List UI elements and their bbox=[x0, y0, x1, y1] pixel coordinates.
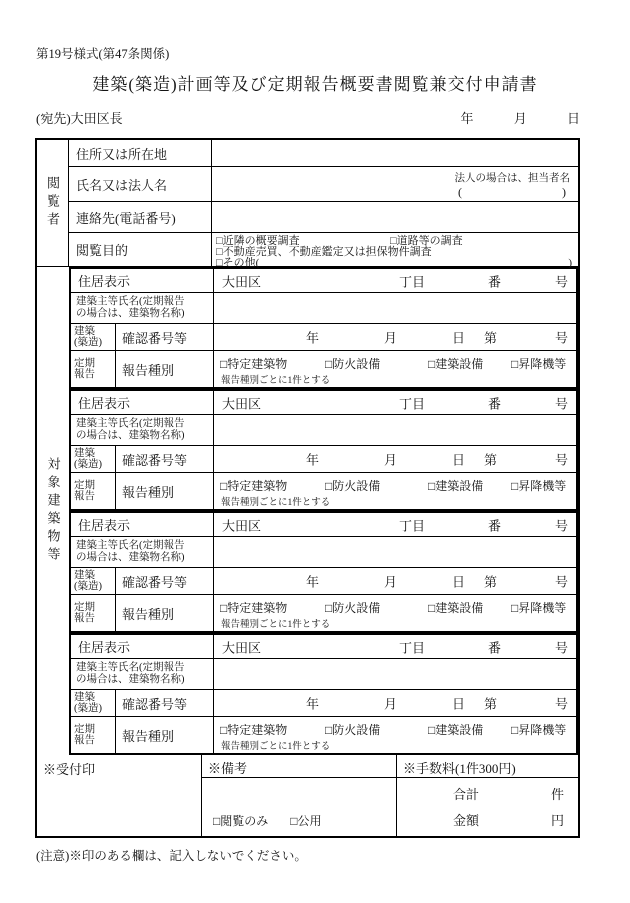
chome-label: 丁目 bbox=[399, 640, 426, 655]
report-option-elevator[interactable]: □昇降機等 bbox=[511, 723, 567, 737]
address-input-area[interactable] bbox=[212, 140, 578, 166]
owner-name-row bbox=[71, 537, 576, 568]
fee-total-label: 合計 bbox=[453, 786, 480, 802]
remarks-cell bbox=[202, 755, 397, 836]
fee-amount-line bbox=[453, 810, 564, 829]
owner-name-row bbox=[71, 293, 576, 324]
address-row bbox=[69, 140, 578, 167]
receipt-stamp-label: ※受付印 bbox=[43, 762, 96, 777]
year-label: 年 bbox=[306, 696, 320, 712]
checkbox-icon: □ bbox=[325, 723, 333, 737]
remarks-options-area bbox=[202, 778, 396, 836]
receipt-stamp-cell bbox=[37, 755, 202, 836]
name-input-area[interactable] bbox=[212, 167, 578, 201]
date-fields[interactable] bbox=[423, 108, 580, 127]
remarks-label: ※備考 bbox=[202, 755, 396, 778]
report-type-row bbox=[71, 351, 576, 387]
residence-label: 住居表示 bbox=[71, 513, 214, 536]
checkbox-icon: □ bbox=[325, 479, 333, 493]
checkbox-icon: □ bbox=[325, 357, 333, 371]
report-type-label: 報告種別 bbox=[116, 717, 214, 753]
checkbox-icon: □ bbox=[428, 723, 436, 737]
report-type-row bbox=[71, 595, 576, 631]
fee-amount-unit: 円 bbox=[550, 812, 564, 828]
checkbox-icon: □ bbox=[290, 814, 298, 828]
date-day-label: 日 bbox=[566, 111, 580, 126]
ban-label: 番 bbox=[488, 274, 502, 289]
owner-name-label: 建築主等氏名(定期報告 の場合は、建築物名称) bbox=[71, 415, 214, 445]
checkbox-icon: □ bbox=[428, 357, 436, 371]
footer-section bbox=[37, 755, 578, 836]
addressee-row bbox=[36, 108, 580, 127]
owner-name-label: 建築主等氏名(定期報告 の場合は、建築物名称) bbox=[71, 659, 214, 689]
report-type-options-area bbox=[214, 351, 576, 387]
checkbox-icon: □ bbox=[511, 723, 519, 737]
year-label: 年 bbox=[306, 452, 320, 468]
day-label: 日 bbox=[452, 574, 466, 590]
number-prefix-label: 第 bbox=[484, 696, 498, 712]
building-entry-block bbox=[69, 389, 578, 511]
addressee-label: (宛先)大田区長 bbox=[36, 111, 123, 126]
report-type-options-area bbox=[214, 473, 576, 509]
month-label: 月 bbox=[384, 574, 398, 590]
page-title: 建築(築造)計画等及び定期報告概要書閲覧兼交付申請書 bbox=[92, 75, 538, 94]
report-option-fire-equipment[interactable]: □防火設備 bbox=[325, 601, 381, 615]
contact-label: 連絡先(電話番号) bbox=[69, 202, 212, 232]
report-option-specified-building[interactable]: □特定建築物 bbox=[220, 357, 288, 371]
checkbox-icon: □ bbox=[390, 235, 397, 247]
owner-name-input-area[interactable] bbox=[214, 659, 576, 689]
go-label: 号 bbox=[554, 396, 568, 411]
number-prefix-label: 第 bbox=[484, 574, 498, 590]
target-buildings-section bbox=[37, 267, 578, 755]
residence-row bbox=[71, 269, 576, 293]
number-suffix-label: 号 bbox=[554, 452, 568, 468]
chome-label: 丁目 bbox=[399, 274, 426, 289]
checkbox-icon: □ bbox=[216, 246, 223, 258]
residence-input-area[interactable] bbox=[214, 513, 576, 536]
ward-label: 大田区 bbox=[222, 274, 262, 289]
purpose-option-road[interactable]: □道路等の調査 bbox=[390, 235, 463, 247]
report-type-label: 報告種別 bbox=[116, 351, 214, 387]
go-label: 号 bbox=[554, 274, 568, 289]
confirmation-number-input-area[interactable] bbox=[214, 690, 576, 716]
report-option-specified-building[interactable]: □特定建築物 bbox=[220, 723, 288, 737]
confirmation-number-row bbox=[71, 568, 576, 595]
form-number: 第19号様式(第47条関係) bbox=[36, 47, 170, 61]
residence-label: 住居表示 bbox=[71, 391, 214, 414]
construction-sublabel: 建築 (築造) bbox=[71, 324, 116, 350]
report-type-options-area bbox=[214, 595, 576, 631]
fee-amount-label: 金額 bbox=[453, 812, 480, 828]
go-label: 号 bbox=[554, 640, 568, 655]
day-label: 日 bbox=[452, 452, 466, 468]
ban-label: 番 bbox=[488, 518, 502, 533]
checkbox-icon: □ bbox=[220, 357, 228, 371]
purpose-options-area bbox=[212, 233, 578, 269]
residence-row bbox=[71, 391, 576, 415]
contact-name-paren-field[interactable] bbox=[458, 185, 566, 200]
number-prefix-label: 第 bbox=[484, 330, 498, 346]
confirmation-number-row bbox=[71, 324, 576, 351]
residence-input-area[interactable] bbox=[214, 269, 576, 292]
confirmation-number-label: 確認番号等 bbox=[116, 446, 214, 472]
date-year-label: 年 bbox=[460, 111, 474, 126]
checkbox-icon: □ bbox=[428, 601, 436, 615]
report-type-note: 報告種別ごとに1件とする bbox=[221, 376, 331, 386]
building-entry-block bbox=[69, 511, 578, 633]
remarks-option-viewing-only[interactable]: □閲覧のみ bbox=[213, 814, 269, 828]
caution-note: (注意)※印のある欄は、記入しないでください。 bbox=[36, 849, 307, 863]
residence-input-area[interactable] bbox=[214, 635, 576, 658]
number-suffix-label: 号 bbox=[554, 330, 568, 346]
report-type-label: 報告種別 bbox=[116, 473, 214, 509]
residence-row bbox=[71, 513, 576, 537]
fee-total-line bbox=[453, 784, 564, 803]
confirmation-number-input-area[interactable] bbox=[214, 324, 576, 350]
building-entry-block bbox=[69, 633, 578, 755]
residence-input-area[interactable] bbox=[214, 391, 576, 414]
checkbox-icon: □ bbox=[428, 479, 436, 493]
periodic-report-sublabel: 定期 報告 bbox=[71, 595, 116, 631]
periodic-report-sublabel: 定期 報告 bbox=[71, 351, 116, 387]
purpose-option-realestate[interactable]: □不動産売買、不動産鑑定又は担保物件調査 bbox=[216, 246, 432, 258]
residence-label: 住居表示 bbox=[71, 269, 214, 292]
chome-label: 丁目 bbox=[399, 518, 426, 533]
checkbox-icon: □ bbox=[511, 601, 519, 615]
contact-row bbox=[69, 202, 578, 233]
building-blocks bbox=[69, 267, 578, 755]
fee-body bbox=[397, 778, 578, 836]
target-group-label: 対象建築物等 bbox=[45, 457, 61, 565]
fee-label: ※手数料(1件300円) bbox=[397, 755, 578, 778]
residence-label: 住居表示 bbox=[71, 635, 214, 658]
purpose-row bbox=[69, 233, 578, 269]
checkbox-icon: □ bbox=[511, 479, 519, 493]
report-option-fire-equipment[interactable]: □防火設備 bbox=[325, 357, 381, 371]
report-option-elevator[interactable]: □昇降機等 bbox=[511, 479, 567, 493]
ban-label: 番 bbox=[488, 640, 502, 655]
checkbox-icon: □ bbox=[216, 235, 223, 247]
day-label: 日 bbox=[452, 330, 466, 346]
report-type-row bbox=[71, 473, 576, 509]
owner-name-row bbox=[71, 659, 576, 690]
owner-name-label: 建築主等氏名(定期報告 の場合は、建築物名称) bbox=[71, 537, 214, 567]
confirmation-number-label: 確認番号等 bbox=[116, 690, 214, 716]
checkbox-icon: □ bbox=[220, 601, 228, 615]
construction-sublabel: 建築 (築造) bbox=[71, 690, 116, 716]
day-label: 日 bbox=[452, 696, 466, 712]
report-option-building-equipment[interactable]: □建築設備 bbox=[428, 357, 484, 371]
confirmation-number-label: 確認番号等 bbox=[116, 568, 214, 594]
owner-name-row bbox=[71, 415, 576, 446]
purpose-option-neighborhood[interactable]: □近隣の概要調査 bbox=[216, 235, 300, 247]
report-option-fire-equipment[interactable]: □防火設備 bbox=[325, 723, 381, 737]
report-type-note: 報告種別ごとに1件とする bbox=[221, 620, 331, 630]
construction-sublabel: 建築 (築造) bbox=[71, 446, 116, 472]
corporate-contact-note: 法人の場合は、担当者名 bbox=[454, 173, 570, 184]
periodic-report-sublabel: 定期 報告 bbox=[71, 473, 116, 509]
year-label: 年 bbox=[306, 574, 320, 590]
number-suffix-label: 号 bbox=[554, 574, 568, 590]
report-type-row bbox=[71, 717, 576, 753]
building-entry-block bbox=[69, 267, 578, 389]
other-paren-close: ) bbox=[568, 257, 572, 269]
owner-name-input-area[interactable] bbox=[214, 537, 576, 567]
fee-total-unit: 件 bbox=[550, 786, 564, 802]
contact-input-area[interactable] bbox=[212, 202, 578, 232]
address-label: 住所又は所在地 bbox=[69, 140, 212, 166]
report-type-options-area bbox=[214, 717, 576, 753]
chome-label: 丁目 bbox=[399, 396, 426, 411]
report-option-specified-building[interactable]: □特定建築物 bbox=[220, 601, 288, 615]
fee-cell bbox=[397, 755, 578, 836]
application-form-table bbox=[35, 138, 580, 838]
month-label: 月 bbox=[384, 696, 398, 712]
owner-name-label: 建築主等氏名(定期報告 の場合は、建築物名称) bbox=[71, 293, 214, 323]
month-label: 月 bbox=[384, 452, 398, 468]
residence-row bbox=[71, 635, 576, 659]
go-label: 号 bbox=[554, 518, 568, 533]
report-type-note: 報告種別ごとに1件とする bbox=[221, 742, 331, 752]
confirmation-number-row bbox=[71, 446, 576, 473]
name-row bbox=[69, 167, 578, 202]
purpose-option-other[interactable]: □その他( bbox=[216, 257, 260, 269]
viewer-group-label: 閲覧者 bbox=[37, 140, 69, 266]
viewer-section bbox=[37, 140, 578, 267]
construction-sublabel: 建築 (築造) bbox=[71, 568, 116, 594]
paren-open: ( bbox=[458, 185, 462, 199]
checkbox-icon: □ bbox=[325, 601, 333, 615]
confirmation-number-input-area[interactable] bbox=[214, 446, 576, 472]
report-option-elevator[interactable]: □昇降機等 bbox=[511, 601, 567, 615]
number-suffix-label: 号 bbox=[554, 696, 568, 712]
report-option-fire-equipment[interactable]: □防火設備 bbox=[325, 479, 381, 493]
checkbox-icon: □ bbox=[511, 357, 519, 371]
name-label: 氏名又は法人名 bbox=[69, 167, 212, 201]
report-option-elevator[interactable]: □昇降機等 bbox=[511, 357, 567, 371]
ward-label: 大田区 bbox=[222, 640, 262, 655]
ward-label: 大田区 bbox=[222, 518, 262, 533]
ban-label: 番 bbox=[488, 396, 502, 411]
report-option-building-equipment[interactable]: □建築設備 bbox=[428, 479, 484, 493]
owner-name-input-area[interactable] bbox=[214, 293, 576, 323]
confirmation-number-input-area[interactable] bbox=[214, 568, 576, 594]
month-label: 月 bbox=[384, 330, 398, 346]
checkbox-icon: □ bbox=[213, 814, 221, 828]
remarks-option-official-use[interactable]: □公用 bbox=[290, 814, 322, 828]
date-month-label: 月 bbox=[513, 111, 527, 126]
report-type-label: 報告種別 bbox=[116, 595, 214, 631]
checkbox-icon: □ bbox=[220, 479, 228, 493]
purpose-label: 閲覧目的 bbox=[69, 233, 212, 266]
confirmation-number-label: 確認番号等 bbox=[116, 324, 214, 350]
report-option-specified-building[interactable]: □特定建築物 bbox=[220, 479, 288, 493]
report-option-building-equipment[interactable]: □建築設備 bbox=[428, 601, 484, 615]
year-label: 年 bbox=[306, 330, 320, 346]
report-option-building-equipment[interactable]: □建築設備 bbox=[428, 723, 484, 737]
checkbox-icon: □ bbox=[220, 723, 228, 737]
ward-label: 大田区 bbox=[222, 396, 262, 411]
owner-name-input-area[interactable] bbox=[214, 415, 576, 445]
report-type-note: 報告種別ごとに1件とする bbox=[221, 498, 331, 508]
paren-close: ) bbox=[562, 185, 566, 199]
periodic-report-sublabel: 定期 報告 bbox=[71, 717, 116, 753]
checkbox-icon: □ bbox=[216, 257, 223, 269]
confirmation-number-row bbox=[71, 690, 576, 717]
number-prefix-label: 第 bbox=[484, 452, 498, 468]
